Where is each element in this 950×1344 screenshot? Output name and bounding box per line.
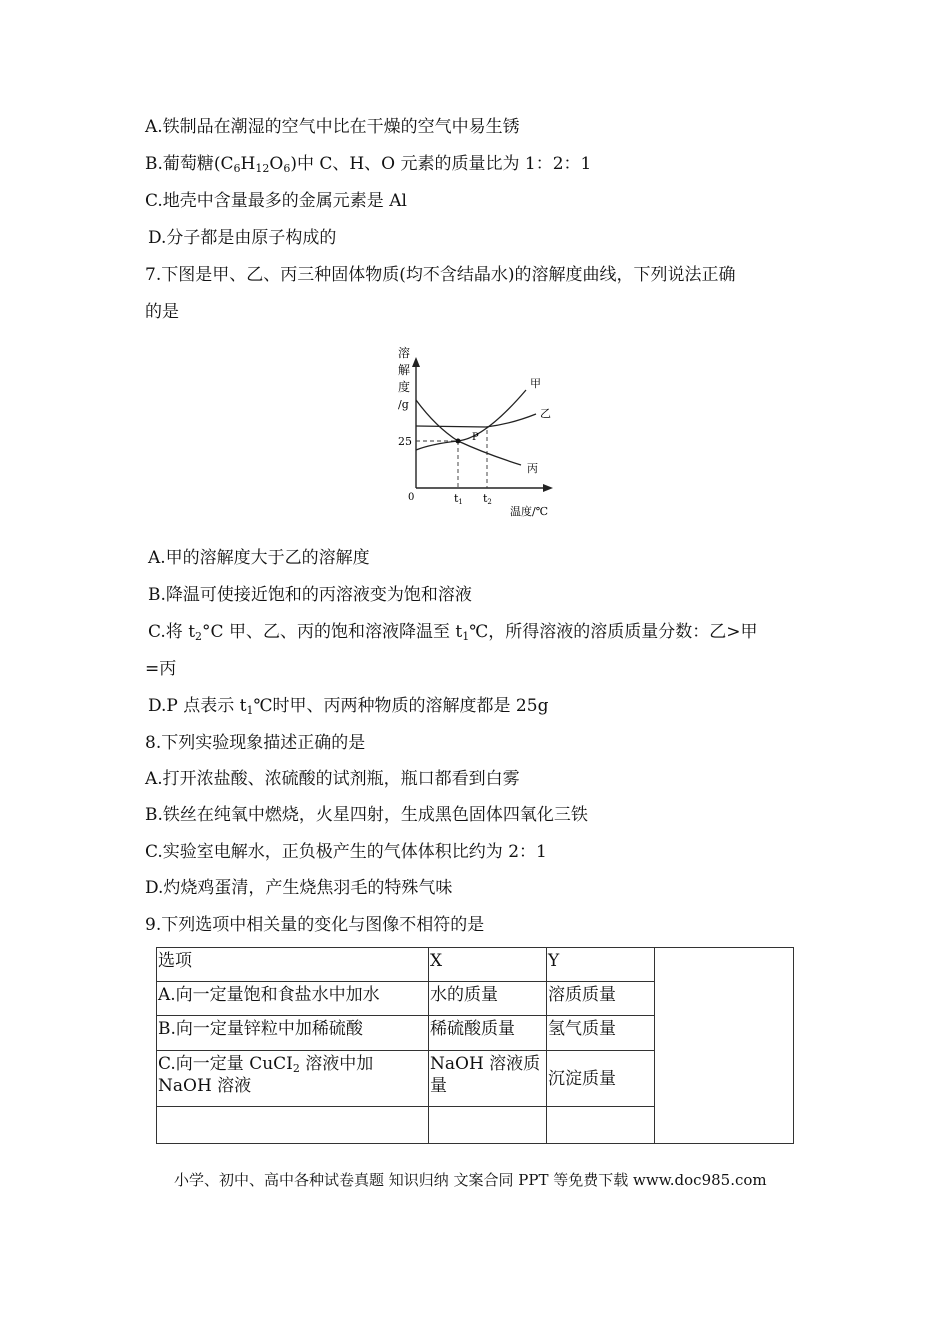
row-a-x: 水的质量 <box>429 982 547 1016</box>
origin-label: 0 <box>408 492 415 503</box>
x-axis-arrow-icon <box>543 484 553 492</box>
q7-option-a: A.甲的溶解度大于乙的溶解度 <box>148 548 370 568</box>
q8-stem: 8.下列实验现象描述正确的是 <box>145 733 366 753</box>
row-b-option: B.向一定量锌粒中加稀硫酸 <box>157 1016 429 1051</box>
y-label-2: 解 <box>398 363 411 377</box>
label-yi: 乙 <box>540 407 551 420</box>
y-axis-arrow-icon <box>412 357 420 367</box>
x-tick-t1: t1 <box>454 492 463 506</box>
graph-cell <box>655 948 794 1144</box>
q7-option-c-line2: =丙 <box>145 659 177 679</box>
row-d-y <box>547 1107 655 1144</box>
q9-table <box>156 947 794 1144</box>
header-y: Y <box>547 948 655 982</box>
q8-option-b: B.铁丝在纯氧中燃烧，火星四射，生成黑色固体四氧化三铁 <box>145 805 588 825</box>
page-footer: 小学、初中、高中各种试卷真题 知识归纳 文案合同 PPT 等免费下载 www.doc985.com <box>174 1171 767 1189</box>
x-tick-t2: t2 <box>483 492 492 506</box>
row-d-option <box>157 1107 429 1144</box>
q6-option-c: C.地壳中含量最多的金属元素是 Al <box>145 191 407 211</box>
q6-option-b: B.葡萄糖$(C_6H_{12}O_6)$中 C、H、O 元素的质量比为 1：2：1 <box>145 154 592 175</box>
point-p-marker <box>456 439 461 444</box>
row-c-option: C.向一定量 CuCI$_2$ 溶液中加 NaOH 溶液 <box>157 1051 429 1107</box>
x-axis-label: 温度/℃ <box>510 505 549 518</box>
q7-stem-line1: 7.下图是甲、乙、丙三种固体物质(均不含结晶水)的溶解度曲线，下列说法正确 <box>145 265 736 285</box>
q8-option-a: A.打开浓盐酸、浓硫酸的试剂瓶，瓶口都看到白雾 <box>145 769 520 789</box>
row-c-y: 沉淀质量 <box>547 1051 655 1107</box>
row-d-x <box>429 1107 547 1144</box>
row-b-x: 稀硫酸质量 <box>429 1016 547 1051</box>
q6-option-a: A.铁制品在潮湿的空气中比在干燥的空气中易生锈 <box>145 117 520 137</box>
y-label-3: 度 <box>398 380 411 394</box>
q7-option-b: B.降温可使接近饱和的丙溶液变为饱和溶液 <box>148 585 472 605</box>
q7-stem-line2: 的是 <box>145 302 179 322</box>
q8-option-d: D.灼烧鸡蛋清，产生烧焦羽毛的特殊气味 <box>145 878 453 898</box>
q7-option-d: D.P 点表示 $t_1℃$时甲、丙两种物质的溶解度都是 25g <box>148 696 549 717</box>
y-label-4: /g <box>398 398 409 411</box>
q6-option-d: D.分子都是由原子构成的 <box>148 228 337 248</box>
y-tick-25: 25 <box>398 435 412 448</box>
header-x: X <box>429 948 547 982</box>
row-a-y: 溶质质量 <box>547 982 655 1016</box>
point-p-label: P <box>472 432 479 443</box>
header-option: 选项 <box>157 948 429 982</box>
solubility-curve-figure <box>396 342 562 522</box>
curve-bing <box>416 400 521 465</box>
q7-option-c-line1: C.将 $t_2^\circ C$ 甲、乙、丙的饱和溶液降温至 $t_1℃$，所得溶液的溶质质量分数：乙>甲 <box>148 622 758 643</box>
table-header-row <box>157 948 794 982</box>
y-label-1: 溶 <box>398 346 411 360</box>
label-bing: 丙 <box>527 462 538 475</box>
row-a-option: A.向一定量饱和食盐水中加水 <box>157 982 429 1016</box>
label-jia: 甲 <box>530 377 541 390</box>
q9-stem: 9.下列选项中相关量的变化与图像不相符的是 <box>145 915 485 935</box>
row-c-x: NaOH 溶液质 量 <box>429 1051 547 1107</box>
row-b-y: 氢气质量 <box>547 1016 655 1051</box>
q8-option-c: C.实验室电解水，正负极产生的气体体积比约为 2：1 <box>145 842 547 862</box>
